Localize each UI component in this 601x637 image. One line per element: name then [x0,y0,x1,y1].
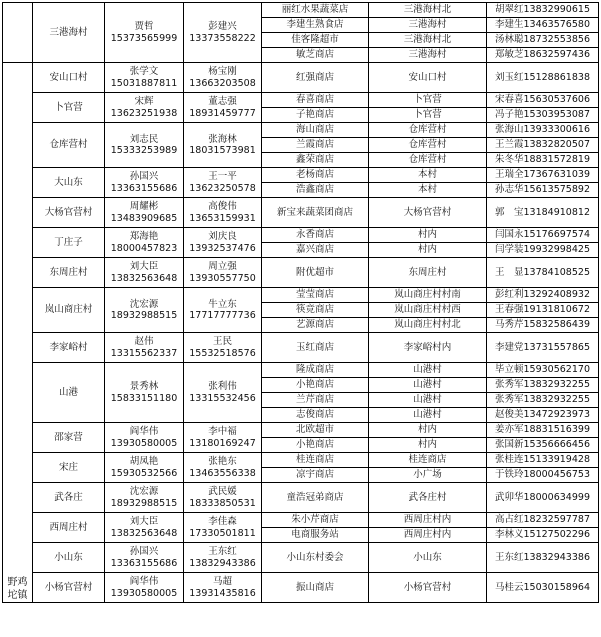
phone-number: 17330501811 [189,527,256,539]
phone-number: 13663203508 [189,77,256,89]
director-cell [105,333,184,363]
person-name: 阎华伟 [129,576,159,588]
person-name: 郑海艳 [129,231,159,243]
table-row [3,573,599,588]
director-cell [105,168,184,198]
table-body [3,3,599,603]
shop-owner-phone: 张秀军13832932255 [487,393,599,408]
shop-location: 山港村 [369,393,487,408]
person-name: 杨宝刚 [208,66,237,78]
shop-location: 小山东 [369,543,487,573]
contact-cell [184,123,262,168]
phone-number: 13653159931 [189,212,256,224]
contact-cell [184,363,262,423]
person-name: 刘庆良 [208,231,237,243]
director-cell [105,228,184,258]
shop-owner-phone: 彭红利13292408932 [487,288,599,303]
table-row [3,333,599,348]
phone-number: 13623251938 [110,107,178,119]
contact-cell [184,333,262,363]
shop-owner-phone: 张秀军13832932255 [487,378,599,393]
shop-owner-phone: 王兰霞13832820507 [487,138,599,153]
phone-number: 15930532566 [110,467,178,479]
table-row [3,93,599,108]
person-name: 沈宏源 [129,486,159,498]
phone-number: 13623250578 [189,182,256,194]
phone-number: 18932988515 [110,497,178,509]
shop-name: 子艳商店 [262,108,369,123]
shop-location: 三港海村北 [369,33,487,48]
shop-name: 小山东村委会 [262,543,369,573]
phone-number: 13931435816 [189,587,256,599]
person-name: 刘志民 [129,133,159,145]
village-name: 岚山商庄村 [33,288,105,333]
village-name: 西周庄村 [33,513,105,543]
shop-location: 村内 [369,438,487,453]
village-name: 山港 [33,363,105,423]
shop-owner-phone: 张海山13933300616 [487,123,599,138]
shop-name: 莹莹商店 [262,288,369,303]
shop-owner-phone: 马桂云15030158964 [487,573,599,603]
village-name: 三港海村 [33,3,105,63]
person-name: 马超 [212,576,232,588]
shop-owner-phone: 王 显13784108525 [487,258,599,288]
table-row [3,423,599,438]
village-service-table [2,2,599,603]
phone-number: 13832563648 [110,272,178,284]
shop-owner-phone: 李建生13463576580 [487,18,599,33]
contact-cell [184,483,262,513]
contact-cell [184,93,262,123]
shop-name: 艺源商店 [262,318,369,333]
director-cell [105,258,184,288]
village-name: 大杨官营村 [33,198,105,228]
shop-name: 筷竞商店 [262,303,369,318]
shop-name: 永香商店 [262,228,369,243]
shop-location: 村内 [369,243,487,258]
shop-name: 敏芝商店 [262,48,369,63]
phone-number: 15031887811 [110,77,178,89]
contact-cell [184,543,262,573]
shop-owner-phone: 刘玉红15128861838 [487,63,599,93]
contact-cell [184,258,262,288]
phone-number: 13463556338 [189,467,256,479]
person-name: 李佳森 [208,516,237,528]
phone-number: 13832943386 [189,557,256,569]
village-name: 小山东 [33,543,105,573]
director-cell [105,453,184,483]
shop-owner-phone: 王东红13832943386 [487,543,599,573]
contact-cell [184,423,262,453]
village-name: 卜官营 [33,93,105,123]
shop-name: 嘉兴商店 [262,243,369,258]
phone-number: 18000457823 [110,242,178,254]
shop-owner-phone: 武卯华18000634999 [487,483,599,513]
contact-cell [184,513,262,543]
contact-cell [184,198,262,228]
contact-cell [184,63,262,93]
person-name: 王一平 [208,171,237,183]
phone-number: 13932537476 [189,242,256,254]
shop-location: 卜官营 [369,93,487,108]
phone-number: 18932988515 [110,310,178,321]
phone-number: 18031573981 [189,145,256,156]
person-name: 贾哲 [134,21,154,33]
phone-number: 15532518576 [189,347,256,359]
shop-owner-phone: 朱冬华18831572819 [487,153,599,168]
shop-owner-phone: 高占红18232597787 [487,513,599,528]
shop-location: 岚山商庄村村南 [369,288,487,303]
director-cell [105,3,184,63]
person-name: 孙国兴 [129,171,159,183]
village-name: 武各庄 [33,483,105,513]
shop-owner-phone: 孙志华15613575892 [487,183,599,198]
person-name: 景秀林 [129,381,159,393]
phone-number: 18333850531 [189,497,256,509]
table-row [3,228,599,243]
phone-number: 15333253989 [110,145,178,156]
shop-name: 红强商店 [262,63,369,93]
shop-owner-phone: 闫国永15176697574 [487,228,599,243]
shop-owner-phone: 郑敏芝18632597436 [487,48,599,63]
village-name: 李家峪村 [33,333,105,363]
shop-owner-phone: 王春强19131810672 [487,303,599,318]
shop-owner-phone: 姜亦军18831516399 [487,423,599,438]
person-name: 王东红 [208,546,237,558]
person-name: 张利伟 [208,381,237,393]
contact-cell [184,168,262,198]
shop-owner-phone: 汤林聪18732553856 [487,33,599,48]
director-cell [105,288,184,333]
shop-name: 志俊商店 [262,408,369,423]
shop-name: 童浩冠弟商店 [262,483,369,513]
phone-number: 13930580005 [110,437,178,449]
person-name: 周耀彬 [129,201,159,213]
shop-location: 武各庄村 [369,483,487,513]
shop-owner-phone: 宋春喜15630537606 [487,93,599,108]
shop-owner-phone: 王瑞全17367631039 [487,168,599,183]
shop-name: 桂连商店 [262,453,369,468]
person-name: 沈宏源 [129,298,159,310]
director-cell [105,93,184,123]
director-cell [105,423,184,453]
shop-location: 仓库营村 [369,123,487,138]
person-name: 彭建兴 [208,21,237,33]
phone-number: 13373558222 [189,32,256,44]
shop-location: 大杨官营村 [369,198,487,228]
phone-number: 13180169247 [189,437,256,449]
shop-location: 卜官营 [369,108,487,123]
shop-owner-phone: 张国新15356666456 [487,438,599,453]
director-cell [105,198,184,228]
phone-number: 13832563648 [110,527,178,539]
shop-location: 仓库营村 [369,153,487,168]
contact-cell [184,288,262,333]
village-name: 小杨官营村 [33,573,105,603]
village-name: 仓库营村 [33,123,105,168]
shop-owner-phone: 张桂连15133919428 [487,453,599,468]
shop-location: 李家峪村内 [369,333,487,363]
shop-location: 三港海村 [369,48,487,63]
director-cell [105,573,184,603]
phone-number: 13315532456 [189,392,256,404]
shop-name: 隆成商店 [262,363,369,378]
contact-cell [184,228,262,258]
shop-location: 村内 [369,228,487,243]
person-name: 张艳东 [208,456,237,468]
shop-location: 东周庄村 [369,258,487,288]
shop-location: 仓库营村 [369,138,487,153]
director-cell [105,483,184,513]
person-name: 孙国兴 [129,546,159,558]
shop-location: 西周庄村内 [369,528,487,543]
shop-location: 村内 [369,423,487,438]
person-name: 王民 [212,336,232,348]
shop-name: 春喜商店 [262,93,369,108]
director-cell [105,63,184,93]
contact-cell [184,453,262,483]
contact-cell [184,573,262,603]
person-name: 董志强 [208,96,237,108]
table-row [3,453,599,468]
shop-owner-phone: 赵俊美13472923973 [487,408,599,423]
shop-owner-phone: 胡翠红13832990615 [487,3,599,18]
shop-location: 本村 [369,183,487,198]
phone-number: 13930557750 [189,272,256,284]
phone-number: 13363155686 [110,182,178,194]
shop-location: 山港村 [369,378,487,393]
shop-name: 海山商店 [262,123,369,138]
shop-location: 三港海村 [369,18,487,33]
phone-number: 13930580005 [110,587,178,599]
table-row [3,363,599,378]
person-name: 张海林 [208,133,237,145]
shop-name: 佳客隆超市 [262,33,369,48]
table-row [3,63,599,78]
phone-number: 13315562337 [110,347,178,359]
shop-owner-phone: 马秀芹15832586439 [487,318,599,333]
shop-name: 玉红商店 [262,333,369,363]
village-name: 邵家营 [33,423,105,453]
shop-name: 凉宇商店 [262,468,369,483]
director-cell [105,123,184,168]
table-row [3,543,599,558]
contact-cell [184,3,262,63]
shop-name: 老杨商店 [262,168,369,183]
person-name: 高俊伟 [208,201,237,213]
village-name: 宋庄 [33,453,105,483]
table-row [3,288,599,303]
shop-name: 鑫荣商店 [262,153,369,168]
director-cell [105,513,184,543]
director-cell [105,543,184,573]
table-row [3,198,599,213]
person-name: 牛立东 [208,298,237,310]
shop-name: 新宝来蔬菜团商店 [262,198,369,228]
shop-name: 兰芹商店 [262,393,369,408]
person-name: 武民媛 [208,486,237,498]
blank-cell [3,3,33,63]
shop-owner-phone: 于铁玲18000456753 [487,468,599,483]
person-name: 张学文 [129,66,159,78]
shop-owner-phone: 郭 宝13184910812 [487,198,599,228]
table-row [3,513,599,528]
shop-name: 小艳商店 [262,378,369,393]
phone-number: 18931459777 [189,107,256,119]
shop-location: 岚山商庄村村西 [369,303,487,318]
person-name: 周立强 [208,261,237,273]
shop-location: 西周庄村内 [369,513,487,528]
person-name: 宋辉 [134,96,154,108]
phone-number: 13483909685 [110,212,178,224]
village-name: 大山东 [33,168,105,198]
director-cell [105,363,184,423]
shop-owner-phone: 闫学装19932998425 [487,243,599,258]
shop-location: 桂连商店 [369,453,487,468]
village-name: 安山口村 [33,63,105,93]
shop-location: 本村 [369,168,487,183]
shop-location: 小广场 [369,468,487,483]
shop-location: 安山口村 [369,63,487,93]
table-row [3,168,599,183]
shop-name: 北欧超市 [262,423,369,438]
phone-number: 15373565999 [110,32,178,44]
phone-number: 13363155686 [110,557,178,569]
shop-owner-phone: 李林义15127502296 [487,528,599,543]
shop-owner-phone: 毕立顿15930562170 [487,363,599,378]
shop-name: 李建生熟食店 [262,18,369,33]
shop-name: 朱小芹商店 [262,513,369,528]
table-row [3,123,599,138]
shop-location: 岚山商庄村村北 [369,318,487,333]
shop-owner-phone: 冯子艳15303953087 [487,108,599,123]
shop-owner-phone: 李建党13731557865 [487,333,599,363]
shop-name: 丽红水果蔬菜店 [262,3,369,18]
shop-name: 兰霞商店 [262,138,369,153]
shop-name: 浩鑫商店 [262,183,369,198]
phone-number: 15833151180 [110,392,178,404]
person-name: 李中福 [208,426,237,438]
person-name: 刘大臣 [129,261,159,273]
shop-name: 电商服务站 [262,528,369,543]
table-row [3,258,599,273]
shop-name: 小艳商店 [262,438,369,453]
person-name: 赵伟 [134,336,154,348]
person-name: 刘大臣 [129,516,159,528]
shop-location: 山港村 [369,408,487,423]
phone-number: 17717777736 [189,310,256,321]
person-name: 阎华伟 [129,426,159,438]
shop-location: 三港海村北 [369,3,487,18]
shop-location: 小杨官营村 [369,573,487,603]
shop-name: 振山商店 [262,573,369,603]
table-row [3,483,599,498]
shop-name: 附优超市 [262,258,369,288]
shop-location: 山港村 [369,363,487,378]
person-name: 胡凤艳 [129,456,159,468]
town-name: 野鸡坨镇 [3,63,33,603]
village-name: 丁庄子 [33,228,105,258]
village-name: 东周庄村 [33,258,105,288]
table-row [3,3,599,18]
